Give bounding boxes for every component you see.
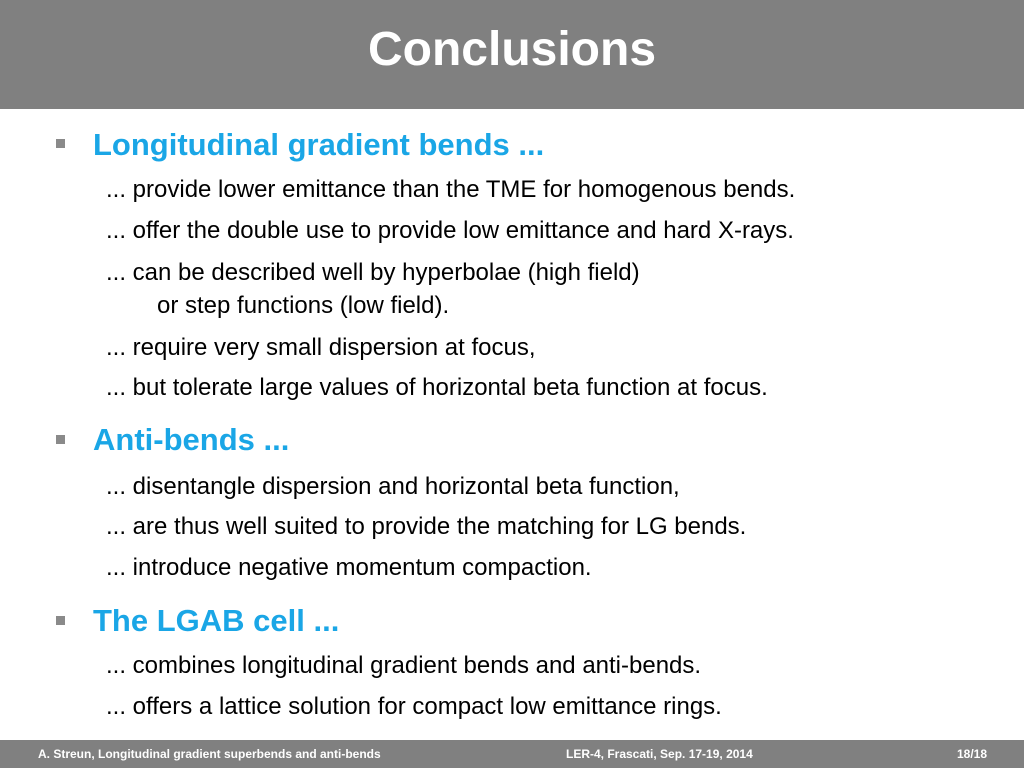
footer-event: LER-4, Frascati, Sep. 17-19, 2014 [566,747,753,761]
square-bullet-icon [56,139,65,148]
list-item: ... introduce negative momentum compaction. [106,554,592,581]
list-item: ... are thus well suited to provide the matching for LG bends. [106,513,747,540]
title-bar [0,0,1024,109]
list-item: ... disentangle dispersion and horizontal beta function, [106,473,680,500]
list-item: ... require very small dispersion at focus, [106,334,536,361]
square-bullet-icon [56,435,65,444]
list-item: ... offers a lattice solution for compact low emittance rings. [106,693,722,720]
list-item: ... combines longitudinal gradient bends and anti-bends. [106,652,702,679]
list-item-line: ... can be described well by hyperbolae (high field) [106,259,640,286]
list-item: ... offer the double use to provide low emittance and hard X-rays. [106,217,794,244]
list-item-continuation: or step functions (low field). [157,292,450,319]
section-heading-anti-bends: Anti-bends ... [93,422,290,457]
footer-bar [0,740,1024,768]
section-heading-lgab-cell: The LGAB cell ... [93,603,340,638]
slide-title: Conclusions [367,23,657,76]
list-item: ... but tolerate large values of horizontal beta function at focus. [106,374,768,401]
section-heading-lg-bends: Longitudinal gradient bends ... [93,127,545,162]
page-number: 18/18 [956,747,987,761]
list-item [106,256,640,322]
list-item: ... provide lower emittance than the TME for homogenous bends. [106,176,796,203]
footer-author-talk: A. Streun, Longitudinal gradient superbends and anti-bends [38,747,381,761]
square-bullet-icon [56,616,65,625]
